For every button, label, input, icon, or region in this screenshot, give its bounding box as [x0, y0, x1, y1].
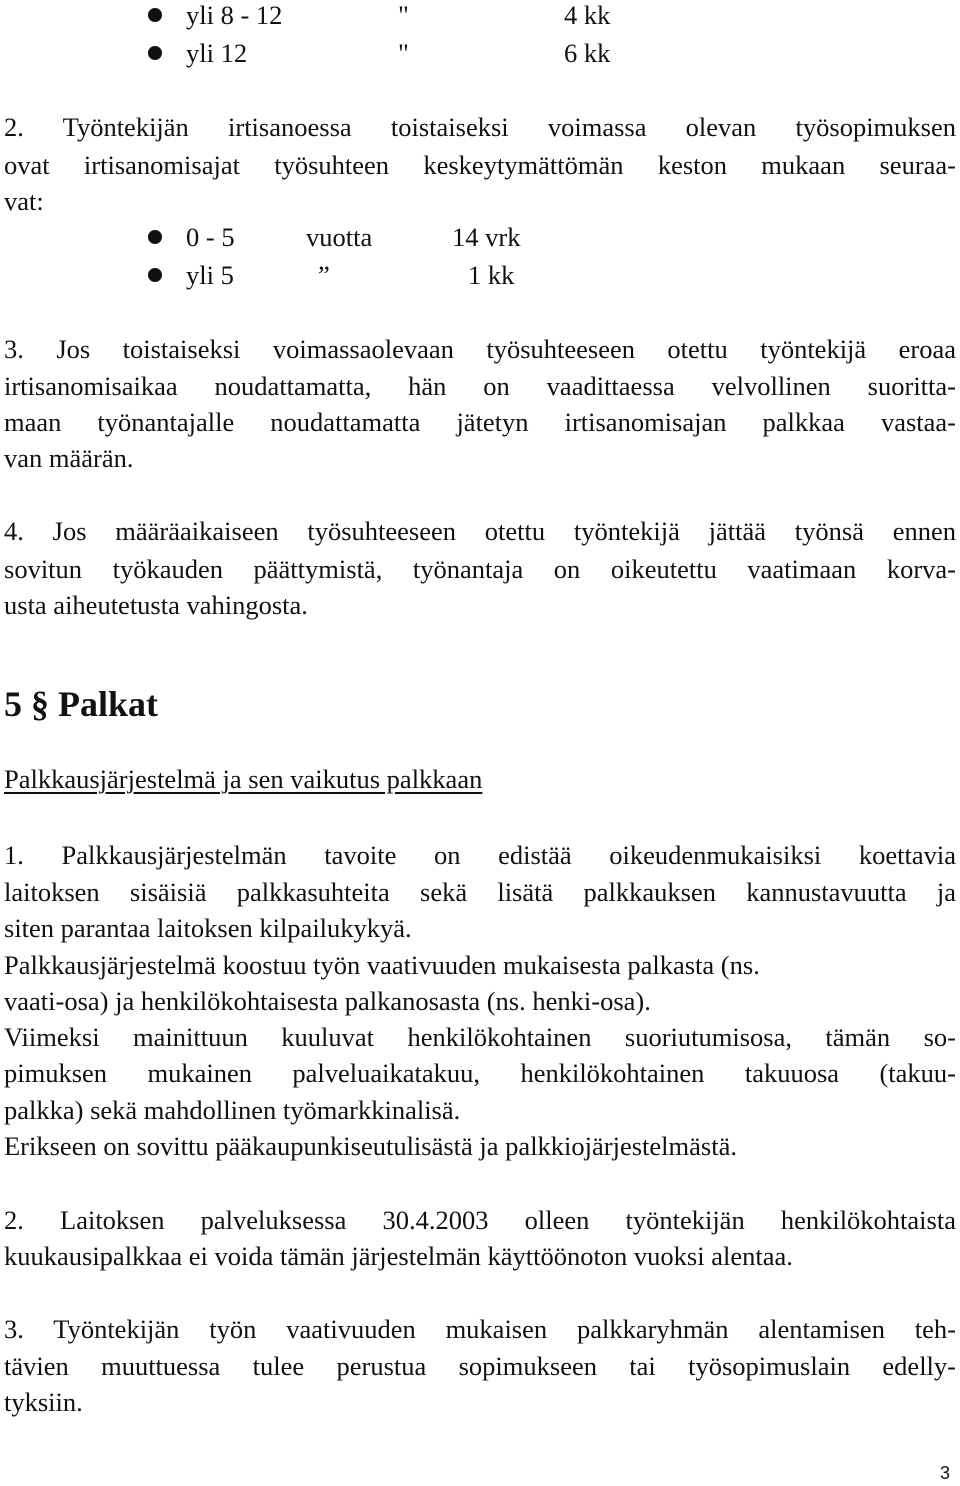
text-line: Erikseen on sovittu pääkaupunkiseutulisästä ja palkkiojärjestelmästä. [4, 1131, 737, 1161]
text-line: 2. Työntekijän irtisanoessa toistaiseksi voimassa olevan työsopimuksen [4, 112, 956, 142]
text-line: 2. Laitoksen palveluksessa 30.4.2003 olleen työntekijän henkilökohtaista [4, 1205, 956, 1235]
text-line: 4. Jos määräaikaiseen työsuhteeseen otettu työntekijä jättää työnsä ennen [4, 516, 956, 546]
bullet-icon [148, 230, 162, 244]
text-line: 3. Työntekijän työn vaativuuden mukaisen palkkaryhmän alentamisen teh- [4, 1314, 956, 1344]
bullet-icon [148, 268, 162, 282]
text-line: siten parantaa laitoksen kilpailukykyä. [4, 913, 412, 943]
bullet-icon [148, 46, 162, 60]
text-line: van määrän. [4, 443, 134, 473]
notice-length: 4 kk [564, 0, 611, 30]
text-line: irtisanomisaikaa noudattamatta, hän on vaadittaessa velvollinen suoritta- [4, 371, 956, 401]
text-line: tyksiin. [4, 1387, 83, 1417]
notice-period: yli 12 [186, 38, 248, 68]
text-line: sovitun työkauden päättymistä, työnantaja on oikeutettu vaatimaan korva- [4, 554, 956, 584]
notice-length: 1 kk [468, 260, 515, 290]
text-line: palkka) sekä mahdollinen työmarkkinalisä. [4, 1095, 461, 1125]
notice-unit: " [398, 38, 409, 68]
text-line: Viimeksi mainittuun kuuluvat henkilökohtainen suoriutumisosa, tämän so- [4, 1022, 956, 1052]
text-line: vat: [4, 186, 44, 216]
notice-unit: ” [318, 260, 330, 290]
page-number: 3 [940, 1463, 951, 1483]
text-line: Palkkausjärjestelmä koostuu työn vaativuuden mukaisesta palkasta (ns. [4, 950, 760, 980]
text-line: 3. Jos toistaiseksi voimassaolevaan työsuhteeseen otettu työntekijä eroaa [4, 334, 956, 364]
notice-length: 6 kk [564, 38, 611, 68]
text-line: 1. Palkkausjärjestelmän tavoite on edistää oikeudenmukaisiksi koettavia [4, 840, 956, 870]
notice-unit: " [398, 0, 409, 30]
text-line: pimuksen mukainen palveluaikatakuu, henkilökohtainen takuuosa (takuu- [4, 1058, 956, 1088]
section-heading: 5 § Palkat [4, 684, 159, 724]
text-line: tävien muuttuessa tulee perustua sopimukseen tai työsopimuslain edelly- [4, 1351, 956, 1381]
notice-period: 0 - 5 [186, 222, 235, 252]
text-line: ovat irtisanomisajat työsuhteen keskeytymättömän keston mukaan seuraa- [4, 150, 956, 180]
notice-unit: vuotta [306, 222, 373, 252]
notice-period: yli 8 - 12 [186, 0, 283, 30]
text-line: usta aiheutetusta vahingosta. [4, 590, 308, 620]
notice-period: yli 5 [186, 260, 234, 290]
text-line: vaati-osa) ja henkilökohtaisesta palkanosasta (ns. henki-osa). [4, 986, 651, 1016]
notice-length: 14 vrk [452, 222, 521, 252]
text-line: laitoksen sisäisiä palkkasuhteita sekä lisätä palkkauksen kannustavuutta ja [4, 877, 956, 907]
section-subheading: Palkkausjärjestelmä ja sen vaikutus palkkaan [4, 764, 483, 794]
bullet-icon [148, 8, 162, 22]
text-line: kuukausipalkkaa ei voida tämän järjestelmän käyttöönoton vuoksi alentaa. [4, 1241, 793, 1271]
text-line: maan työnantajalle noudattamatta jätetyn irtisanomisajan palkkaa vastaa- [4, 407, 956, 437]
